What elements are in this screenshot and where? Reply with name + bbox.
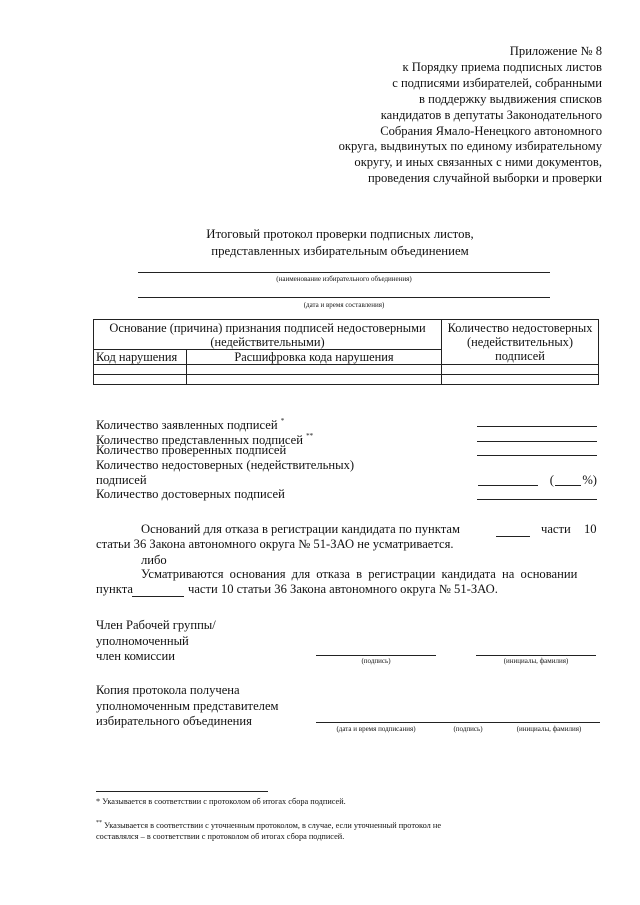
no-refusal-law: статьи 36 Закона автономного округа № 51-ЗАО не усматривается. <box>96 537 454 551</box>
association-name-caption: (наименование избирательного объединения) <box>276 275 412 283</box>
appendix-line: с подписями избирателей, собранными <box>392 75 602 90</box>
paragraphs-field[interactable] <box>496 536 530 537</box>
table-cell[interactable] <box>94 375 187 385</box>
footnote-separator <box>96 791 268 792</box>
member-initials-caption: (инициалы, фамилия) <box>503 657 569 665</box>
count-invalid-row <box>96 458 600 473</box>
count-checked-field[interactable] <box>477 455 597 456</box>
count-invalid-row-2 <box>96 473 600 488</box>
member-line-3: член комиссии <box>96 649 175 663</box>
no-refusal-text: Оснований для отказа в регистрации кандидата по пунктам <box>141 522 460 536</box>
refusal-text: Усматриваются основания для отказа в регистрации кандидата на основании <box>141 567 578 581</box>
footnote-2 <box>96 818 441 842</box>
count-submitted-field[interactable] <box>477 441 597 442</box>
member-block <box>96 618 216 665</box>
footnote-1-mark: * <box>96 797 101 806</box>
no-refusal-line <box>141 522 460 537</box>
table-cell[interactable] <box>94 365 187 375</box>
association-name-field[interactable] <box>138 272 550 273</box>
table-cell[interactable] <box>442 375 599 385</box>
col-violation-decode: Расшифровка кода нарушения <box>187 350 442 365</box>
count-invalid-label-2: подписей <box>96 472 147 487</box>
percent-close: %) <box>582 472 597 487</box>
appendix-header <box>272 44 602 187</box>
member-line-1: Член Рабочей группы/ <box>96 618 216 632</box>
or-text: либо <box>141 553 167 567</box>
date-time-field[interactable] <box>138 297 550 298</box>
refusal-point-field[interactable] <box>132 596 184 597</box>
footnote-2-mark: ** <box>96 820 102 826</box>
table-cell[interactable] <box>187 365 442 375</box>
copy-signature-line[interactable] <box>316 722 600 723</box>
table-cell[interactable] <box>187 375 442 385</box>
footnote-1 <box>96 796 346 807</box>
copy-line-1: Копия протокола получена <box>96 683 240 697</box>
footnote-1-text: Указывается в соответствии с протоколом об итогах сбора подписей. <box>102 797 346 806</box>
footnote-2-text-2: составлялся – в соответствии с протоколом об итогах сбора подписей. <box>96 831 345 841</box>
copy-signature-caption: (подпись) <box>453 725 483 733</box>
copy-initials-caption: (инициалы, фамилия) <box>516 725 582 733</box>
footnote-mark: ** <box>306 431 314 440</box>
copy-block <box>96 683 279 730</box>
appendix-title: Приложение № 8 <box>509 44 602 58</box>
member-signature-caption: (подпись) <box>361 657 391 665</box>
header-reason: Основание (причина) признания подписей недостоверными (недействительными) <box>94 320 442 350</box>
copy-line-3: избирательного объединения <box>96 714 252 728</box>
count-invalid-percent-field[interactable] <box>555 485 581 486</box>
appendix-line: кандидатов в депутаты Законодательного <box>380 107 602 122</box>
count-checked-label: Количество проверенных подписей <box>96 443 287 458</box>
appendix-line: Собрания Ямало-Ненецкого автономного <box>380 123 602 138</box>
copy-date-caption: (дата и время подписания) <box>336 725 416 733</box>
copy-line-2: уполномоченным представителем <box>96 698 279 713</box>
count-valid-row <box>96 487 600 502</box>
footnote-2-text-1: Указывается в соответствии с уточненным протоколом, в случае, если уточненный протокол не <box>104 820 442 830</box>
col-violation-code: Код нарушения <box>94 350 187 365</box>
member-line-2: уполномоченный <box>96 633 189 648</box>
title-line-1: Итоговый протокол проверки подписных листов, <box>206 227 474 241</box>
appendix-line: проведения случайной выборки и проверки <box>367 171 602 186</box>
appendix-line: к Порядку приема подписных листов <box>402 59 602 74</box>
no-refusal-part: части <box>541 522 571 536</box>
header-count: Количество недостоверных (недействительных) подписей <box>442 320 599 365</box>
count-submitted-row <box>96 429 600 447</box>
table-cell[interactable] <box>442 365 599 375</box>
count-declared-label: Количество заявленных подписей <box>96 418 278 432</box>
count-declared-row <box>96 414 600 432</box>
document-title <box>120 226 560 260</box>
count-valid-label: Количество достоверных подписей <box>96 487 285 502</box>
count-invalid-label: Количество недостоверных (недействительных) <box>96 458 355 473</box>
count-checked-row <box>96 443 600 458</box>
appendix-line: округа, выдвинутых по единому избирательному <box>338 139 602 154</box>
refusal-law: части 10 статьи 36 Закона автономного округа № 51-ЗАО. <box>188 582 498 596</box>
percent-open: ( <box>549 472 554 487</box>
title-line-2: представленных избирательным объединением <box>211 244 469 258</box>
refusal-point: пункта <box>96 582 133 596</box>
violations-table <box>93 319 599 385</box>
footnote-mark: * <box>280 417 285 425</box>
no-refusal-number: 10 <box>584 522 597 536</box>
count-invalid-field[interactable] <box>478 485 538 486</box>
signature-counts <box>96 414 600 502</box>
member-initials-field[interactable] <box>476 655 596 656</box>
member-signature-field[interactable] <box>316 655 436 656</box>
date-time-caption: (дата и время составления) <box>303 301 385 309</box>
count-submitted-label: Количество представленных подписей <box>96 432 303 447</box>
count-valid-field[interactable] <box>477 499 597 500</box>
appendix-line: в поддержку выдвижения списков <box>419 91 602 106</box>
count-declared-field[interactable] <box>477 426 597 427</box>
appendix-line: округу, и иных связанных с ними документов, <box>354 155 602 170</box>
